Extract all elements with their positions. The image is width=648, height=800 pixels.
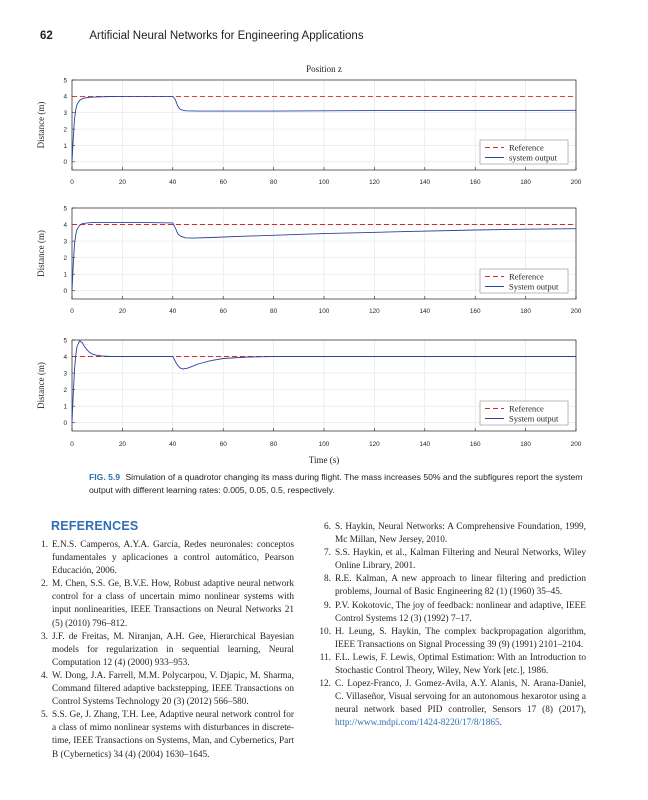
x-tick-label: 20	[118, 308, 126, 315]
x-tick-label: 60	[219, 441, 227, 448]
references-list-right	[319, 521, 586, 731]
y-tick-label: 4	[63, 221, 67, 229]
references-heading: REFERENCES	[51, 519, 139, 533]
legend-label: Reference	[509, 271, 544, 282]
y-tick-label: 1	[63, 271, 67, 279]
chart-panel-3	[36, 337, 582, 465]
reference-text: M. Chen, S.S. Ge, B.V.E. How, Robust adaptive neural network control for a class of uncertain mimo nonlinear systems with input nonlinearities, IEEE Transactions on Neural Networks 21 (5) (2010) 796–812.	[52, 579, 294, 629]
reference-text: W. Dong, J.A. Farrell, M.M. Polycarpou, V. Djapic, M. Sharma, Command filtered adaptive backstepping, IEEE Transactions on Control Systems Technology 20 (3) (2012) 566–580.	[52, 670, 294, 708]
legend-label: System output	[509, 281, 559, 292]
reference-item	[319, 652, 586, 678]
reference-number: 6.	[324, 522, 331, 532]
x-tick-label: 180	[520, 179, 531, 186]
reference-text: P.V. Kokotovic, The joy of feedback: nonlinear and adaptive, IEEE Control Systems 12 (3) (1992) 7–17.	[335, 600, 586, 624]
reference-text: F.L. Lewis, F. Lewis, Optimal Estimation: With an Introduction to Stochastic Control Theory, Wiley, New York [etc.], 1986.	[335, 652, 586, 677]
reference-item	[319, 573, 586, 599]
y-tick-label: 4	[63, 93, 67, 101]
x-tick-label: 40	[169, 308, 177, 315]
x-tick-label: 100	[318, 441, 330, 448]
y-tick-label: 3	[63, 370, 67, 378]
legend-label: Reference	[509, 403, 544, 414]
legend	[480, 401, 568, 425]
y-tick-label: 2	[63, 254, 67, 262]
x-tick-label: 180	[520, 308, 531, 315]
reference-item	[319, 521, 586, 547]
x-tick-label: 140	[419, 308, 431, 315]
x-tick-label: 80	[270, 308, 278, 315]
x-tick-label: 60	[219, 308, 227, 315]
reference-text: J.F. de Freitas, M. Niranjan, A.H. Gee, Hierarchical Bayesian models for regularization in sequential learning, Neural Computation 12 (4) (2000) 933–953.	[52, 631, 294, 668]
reference-number: 4.	[41, 670, 48, 681]
reference-item	[36, 670, 294, 709]
figure-label: FIG. 5.9	[89, 472, 121, 482]
legend-label: system output	[509, 152, 557, 163]
x-tick-label: 180	[520, 441, 531, 448]
x-tick-label: 20	[118, 179, 126, 186]
reference-link[interactable]: http://www.mdpi.com/1424-8220/17/8/1865	[335, 718, 500, 729]
legend	[480, 140, 568, 164]
reference-item	[319, 626, 586, 652]
reference-text: E.N.S. Camperos, A.Y.A. García, Redes neuronales: conceptos fundamentales y aplicaciones a control automático, Pearson Educación, 2006.	[52, 540, 294, 577]
running-title: Artificial Neural Networks for Engineering Applications	[89, 30, 364, 42]
page-number: 62	[40, 30, 53, 42]
reference-number: 1.	[41, 540, 48, 550]
reference-item	[319, 678, 586, 730]
y-tick-label: 3	[63, 110, 67, 118]
reference-number: 5.	[41, 710, 48, 721]
y-tick-label: 3	[63, 238, 67, 246]
legend-label: Reference	[509, 142, 544, 153]
figure-caption	[89, 471, 599, 496]
reference-text: S. Haykin, Neural Networks: A Comprehensive Foundation, 1999, Mc Millan, New Jersey, 2010.	[335, 522, 586, 546]
x-tick-label: 160	[469, 179, 481, 186]
references-list-left	[36, 539, 294, 762]
y-tick-label: 2	[63, 386, 67, 394]
x-tick-label: 140	[419, 441, 431, 448]
reference-item	[36, 539, 294, 578]
x-tick-label: 40	[169, 179, 177, 186]
reference-text: S.S. Ge, J. Zhang, T.H. Lee, Adaptive neural network control for a class of mimo nonlinear systems with disturbances in discrete-time, IEEE Transactions on Systems, Man, and Cybernetics, Part B (Cybernetics) 34 (4) (2004) 1630–1645.	[52, 710, 294, 760]
legend-label: System output	[509, 413, 559, 424]
chart-panel-2	[36, 205, 582, 315]
y-tick-label: 0	[63, 159, 67, 167]
reference-item	[36, 631, 294, 670]
x-tick-label: 100	[318, 308, 330, 315]
x-tick-label: 120	[369, 441, 380, 448]
reference-text: R.E. Kalman, A new approach to linear filtering and prediction problems, Journal of Basic Engineering 82 (1) (1960) 35–45.	[335, 574, 586, 598]
reference-number: 10.	[319, 626, 331, 637]
reference-item	[319, 547, 586, 573]
reference-number: 8.	[324, 574, 331, 585]
x-tick-label: 160	[469, 308, 481, 315]
y-axis-label: Distance (m)	[36, 101, 46, 149]
x-tick-label: 120	[369, 308, 380, 315]
legend	[480, 269, 568, 293]
x-tick-label: 20	[118, 441, 126, 448]
x-tick-label: 40	[169, 441, 177, 448]
reference-number: 11.	[319, 652, 331, 663]
x-tick-label: 0	[70, 441, 74, 448]
x-tick-label: 0	[70, 179, 74, 186]
reference-number: 2.	[41, 579, 48, 590]
reference-number: 9.	[324, 600, 331, 611]
chart-title: Position z	[306, 64, 342, 74]
y-tick-label: 5	[63, 205, 67, 213]
y-tick-label: 1	[63, 403, 67, 411]
reference-item	[36, 578, 294, 630]
reference-text: C. Lopez-Franco, J. Gomez-Avila, A.Y. Alanis, N. Arana-Daniel, C. Villaseñor, Visual servoing for an autonomous hexarotor using a neural network based PID controller, Sensors 17 (8) (2017), http://www.mdpi.com/1424-8220/17/8/1865.	[335, 679, 586, 729]
reference-number: 12.	[319, 679, 331, 690]
x-tick-label: 100	[318, 179, 330, 186]
x-tick-label: 60	[219, 179, 227, 186]
chart-panel-1	[36, 64, 582, 186]
reference-text: H. Leung, S. Haykin, The complex backpropagation algorithm, IEEE Transactions on Signal Processing 39 (9) (1991) 2101–2104.	[335, 626, 586, 650]
reference-number: 3.	[41, 631, 48, 642]
y-tick-label: 0	[63, 288, 67, 296]
reference-text: S.S. Haykin, et al., Kalman Filtering and Neural Networks, Wiley Online Library, 2001.	[335, 548, 586, 572]
x-tick-label: 200	[570, 441, 582, 448]
y-tick-label: 0	[63, 420, 67, 428]
x-tick-label: 80	[270, 441, 278, 448]
y-tick-label: 2	[63, 126, 67, 134]
reference-item	[319, 600, 586, 626]
y-tick-label: 5	[63, 77, 67, 85]
caption-text: Simulation of a quadrotor changing its mass during flight. The mass increases 50% and the subfigures report the system output with different learning rates: 0.005, 0.05, 0.5, respectively.	[89, 472, 583, 495]
reference-number: 7.	[324, 548, 331, 559]
x-tick-label: 80	[270, 179, 278, 186]
y-axis-label: Distance (m)	[36, 230, 46, 277]
y-tick-label: 4	[63, 353, 67, 361]
x-tick-label: 0	[70, 308, 74, 315]
x-axis-label: Time (s)	[308, 455, 340, 465]
reference-item	[36, 709, 294, 761]
x-tick-label: 200	[570, 308, 582, 315]
x-tick-label: 140	[419, 179, 431, 186]
x-tick-label: 200	[570, 179, 582, 186]
y-axis-label: Distance (m)	[36, 362, 46, 409]
x-tick-label: 160	[469, 441, 481, 448]
y-tick-label: 1	[63, 142, 67, 150]
x-tick-label: 120	[369, 179, 380, 186]
y-tick-label: 5	[63, 337, 67, 345]
